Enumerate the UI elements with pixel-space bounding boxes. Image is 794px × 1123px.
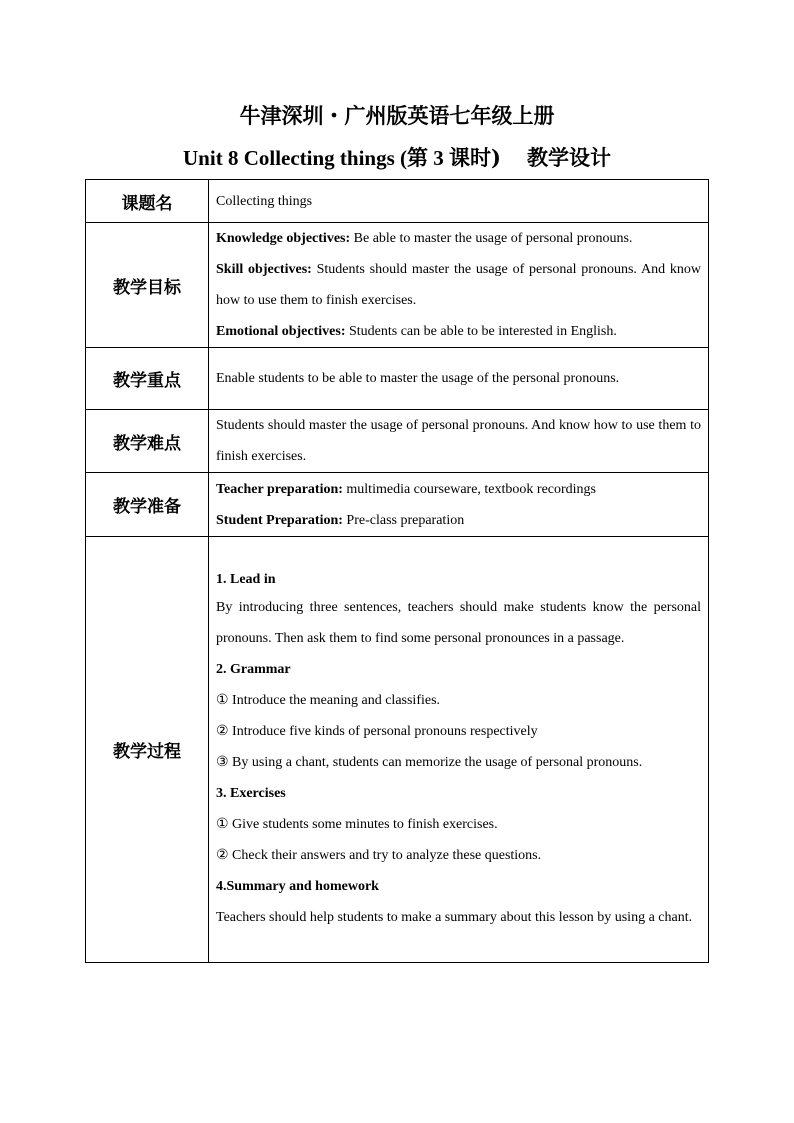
step-lead-in-text: By introducing three sentences, teachers should make students know the personal pronouns. Then ask them to find some personal pronounces in a passage.	[216, 600, 701, 646]
subtitle-number: 3	[433, 146, 444, 170]
teacher-prep-text: multimedia courseware, textbook recordings	[342, 481, 596, 497]
step-lead-in-title: 1. Lead in	[216, 572, 276, 587]
grammar-item-1: ① Introduce the meaning and classifies.	[216, 693, 441, 708]
label-objectives: 教学目标	[86, 223, 209, 348]
row-preparation	[86, 473, 709, 537]
step-grammar-title: 2. Grammar	[216, 662, 291, 677]
subtitle-tail: 教学设计	[526, 145, 611, 170]
document-subtitle	[0, 143, 794, 173]
preparation-cell	[209, 473, 709, 537]
emotional-objective	[216, 316, 701, 347]
subtitle-cn-b: 课时)	[449, 145, 501, 170]
student-preparation	[216, 505, 701, 536]
difficulties-text: Students should master the usage of personal pronouns. And know how to use them to finish exercises.	[209, 410, 709, 473]
skill-label: Skill objectives:	[216, 262, 312, 277]
label-difficulties: 教学难点	[86, 410, 209, 473]
subtitle-unit: Unit 8 Collecting things (	[183, 146, 408, 170]
grammar-item-2: ② Introduce five kinds of personal pronouns respectively	[216, 724, 538, 739]
step-exercises-title: 3. Exercises	[216, 786, 286, 801]
label-preparation: 教学准备	[86, 473, 209, 537]
skill-text: Students should master the usage of personal pronouns. And know how to use them to finish exercises.	[216, 262, 701, 308]
row-objectives	[86, 223, 709, 348]
knowledge-label: Knowledge objectives:	[216, 231, 351, 246]
row-process	[86, 537, 709, 963]
skill-objective	[216, 254, 701, 316]
label-key-points: 教学重点	[86, 348, 209, 410]
teacher-preparation	[216, 474, 701, 505]
row-topic	[86, 180, 709, 223]
row-difficulties	[86, 410, 709, 473]
student-prep-text: Pre-class preparation	[342, 512, 465, 528]
objectives-cell	[209, 223, 709, 348]
student-prep-label: Student Preparation:	[216, 512, 343, 528]
teacher-prep-label: Teacher preparation:	[216, 481, 343, 497]
step-summary-title: 4.Summary and homework	[216, 879, 379, 894]
document-title: 牛津深圳・广州版英语七年级上册	[239, 103, 555, 128]
knowledge-objective	[216, 223, 701, 254]
grammar-item-3: ③ By using a chant, students can memorize the usage of personal pronouns.	[216, 755, 643, 770]
emotional-text: Students can be able to be interested in English.	[345, 324, 617, 339]
exercises-item-2: ② Check their answers and try to analyze these questions.	[216, 848, 542, 863]
row-key-points	[86, 348, 709, 410]
step-summary-text: Teachers should help students to make a summary about this lesson by using a chant.	[216, 910, 693, 925]
lesson-plan-table	[85, 179, 709, 963]
exercises-item-1: ① Give students some minutes to finish exercises.	[216, 817, 498, 832]
key-points-text: Enable students to be able to master the usage of the personal pronouns.	[209, 348, 709, 410]
topic-text: Collecting things	[209, 180, 709, 223]
emotional-label: Emotional objectives:	[216, 324, 346, 339]
label-topic: 课题名	[86, 180, 209, 223]
knowledge-text: Be able to master the usage of personal pronouns.	[350, 231, 633, 246]
label-process: 教学过程	[86, 537, 209, 963]
process-cell	[209, 537, 709, 963]
subtitle-cn-a: 第	[407, 145, 429, 170]
